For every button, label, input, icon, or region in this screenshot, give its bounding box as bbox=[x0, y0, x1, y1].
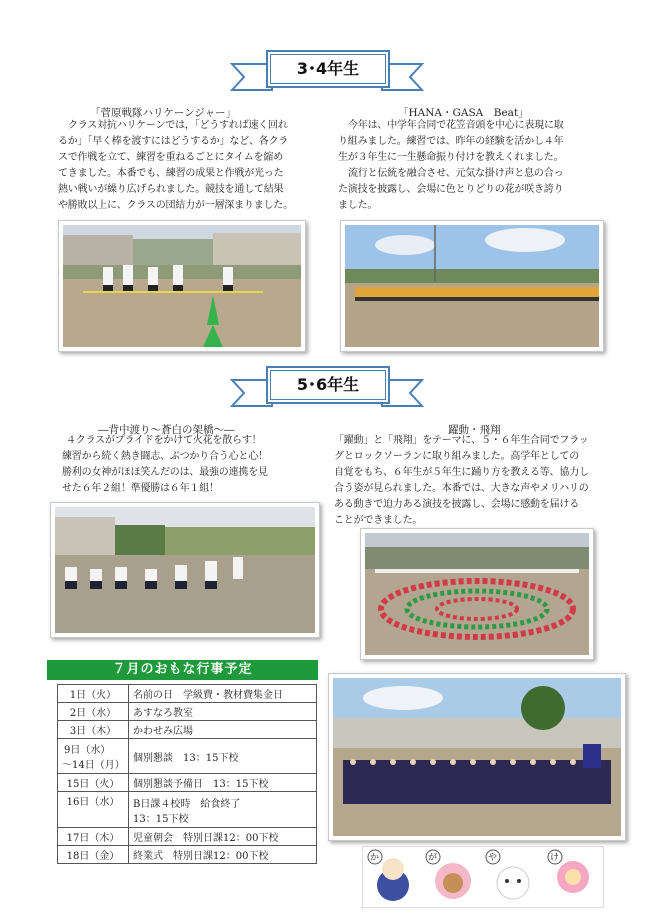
text-line: ました。 bbox=[338, 200, 378, 211]
section-title-back-crossing: ―背中渡り～蒼白の架橋～― bbox=[98, 424, 235, 436]
banner-label: 3･4年生 bbox=[266, 50, 390, 88]
mascot-letter: や bbox=[488, 853, 498, 863]
mascot-strip bbox=[362, 846, 604, 908]
paragraph-back-crossing bbox=[62, 433, 322, 497]
schedule-event-cell bbox=[129, 792, 317, 828]
schedule-event: 終業式 特別日課12：00下校 bbox=[129, 846, 317, 864]
table-row bbox=[58, 828, 317, 846]
schedule-date-range bbox=[58, 739, 129, 774]
schedule-date: 2日（水） bbox=[58, 703, 129, 721]
schedule-event: 個別懇談 13：15下校 bbox=[129, 739, 317, 774]
text-line: 練習から続く熱き闘志、ぶつかり合う心と心！ bbox=[62, 451, 268, 462]
text-line: 「躍動」と「飛翔」をテーマに、５・６年生合同でフラッ bbox=[334, 435, 589, 446]
schedule-table bbox=[57, 684, 317, 864]
paragraph-hanagasa bbox=[338, 118, 600, 214]
schedule-date: 9日（水） bbox=[64, 745, 111, 756]
table-row bbox=[58, 721, 317, 739]
schedule-title: ７月のおもな行事予定 bbox=[47, 660, 318, 680]
schedule-event: あすなろ教室 bbox=[129, 703, 317, 721]
text-line: るか」「早く棒を渡すにはどうするか」など、各クラ bbox=[58, 136, 289, 147]
text-line: スで作戦を立て、練習を重ねるごとにタイムを縮め bbox=[58, 152, 283, 163]
schedule-event-detail: 13：15下校 bbox=[133, 813, 189, 825]
text-line: てきました。本番でも、練習の成果と作戦が光った bbox=[58, 168, 284, 179]
schedule-date: 3日（木） bbox=[58, 721, 129, 739]
text-line: クラス対抗ハリケーンでは，「どうすれば速く回れ bbox=[68, 120, 288, 131]
text-line: た演技を披露し、会場に色とりどりの花が咲き誇り bbox=[338, 184, 564, 195]
section-title-hanagasa: 「HANA・GASA Beat」 bbox=[398, 107, 529, 119]
mascot-letter: か bbox=[370, 853, 380, 863]
schedule-event: 個別懇談予備日 13：15下校 bbox=[129, 774, 317, 792]
text-line: り組みました。練習では、昨年の経験を活かし４年 bbox=[338, 136, 564, 147]
photo-relay-race bbox=[58, 220, 306, 352]
text-line: や勝敗以上に、クラスの団結力が一層深まりました。 bbox=[58, 200, 293, 211]
schedule-event: 名前の日 学級費・教材費集金日 bbox=[129, 685, 317, 703]
banner-grade-5-6 bbox=[230, 360, 424, 416]
mascot-letter: が bbox=[428, 853, 438, 863]
schedule-event: B日課４校時 給食終了 bbox=[133, 798, 241, 810]
schedule-date: 17日（木） bbox=[58, 828, 129, 846]
mascot-letter: け bbox=[550, 853, 560, 863]
table-row bbox=[58, 846, 317, 864]
text-line: ４クラスがプライドをかけて火花を散らす！ bbox=[66, 435, 262, 446]
table-row bbox=[58, 792, 317, 828]
schedule-date: 16日（水） bbox=[58, 792, 129, 828]
text-line: 今年は、中学年合同で花笠音頭を中心に表現に取 bbox=[348, 120, 564, 131]
section-title-yakudo: 躍動・飛翔 bbox=[448, 424, 501, 436]
banner-grade-3-4 bbox=[230, 44, 424, 100]
text-line: ことができました。 bbox=[334, 515, 423, 526]
text-line: 勝利の女神がほほ笑んだのは、最強の連携を見 bbox=[62, 467, 268, 478]
photo-flag-formation bbox=[360, 528, 594, 660]
schedule-date: 18日（金） bbox=[58, 846, 129, 864]
photo-back-crossing bbox=[50, 502, 320, 638]
table-row bbox=[58, 703, 317, 721]
text-line: 熱い戦いが繰り広げられました。競技を通して結果 bbox=[58, 184, 284, 195]
text-line: 生が３年生に一生懸命振り付けを教えくれました。 bbox=[338, 152, 564, 163]
photo-group bbox=[328, 673, 626, 841]
paragraph-yakudo bbox=[334, 433, 606, 529]
section-title-hurricane: 「菅原戦隊ハリケーンジャー」 bbox=[90, 107, 237, 119]
photo-hanagasa-dance bbox=[340, 220, 604, 352]
schedule-date: 1日（火） bbox=[58, 685, 129, 703]
mascot-characters bbox=[363, 847, 603, 907]
banner-label: 5･6年生 bbox=[266, 366, 390, 404]
text-line: 合う姿が見られました。本番では、大きな声やメリハリの bbox=[334, 483, 589, 494]
schedule-event: かわせみ広場 bbox=[129, 721, 317, 739]
text-line: ある動きで迫力ある演技を披露し、会場に感動を届ける bbox=[334, 499, 579, 510]
table-row bbox=[58, 685, 317, 703]
text-line: 自覚をもち、６年生が５年生に踊り方を教える等、協力し bbox=[334, 467, 589, 478]
schedule-date-end: ～14日（月） bbox=[62, 760, 125, 771]
text-line: 流行と伝統を融合させ、元気な掛け声と息の合っ bbox=[348, 168, 564, 179]
schedule-event: 児童朝会 特別日課12：00下校 bbox=[129, 828, 317, 846]
text-line: グとロックソーランに取り組みました。高学年としての bbox=[334, 451, 579, 462]
table-row bbox=[58, 774, 317, 792]
schedule-date: 15日（火） bbox=[58, 774, 129, 792]
table-row bbox=[58, 739, 317, 774]
text-line: せた６年２組！準優勝は６年１組！ bbox=[62, 483, 219, 494]
paragraph-hurricane bbox=[58, 118, 318, 214]
